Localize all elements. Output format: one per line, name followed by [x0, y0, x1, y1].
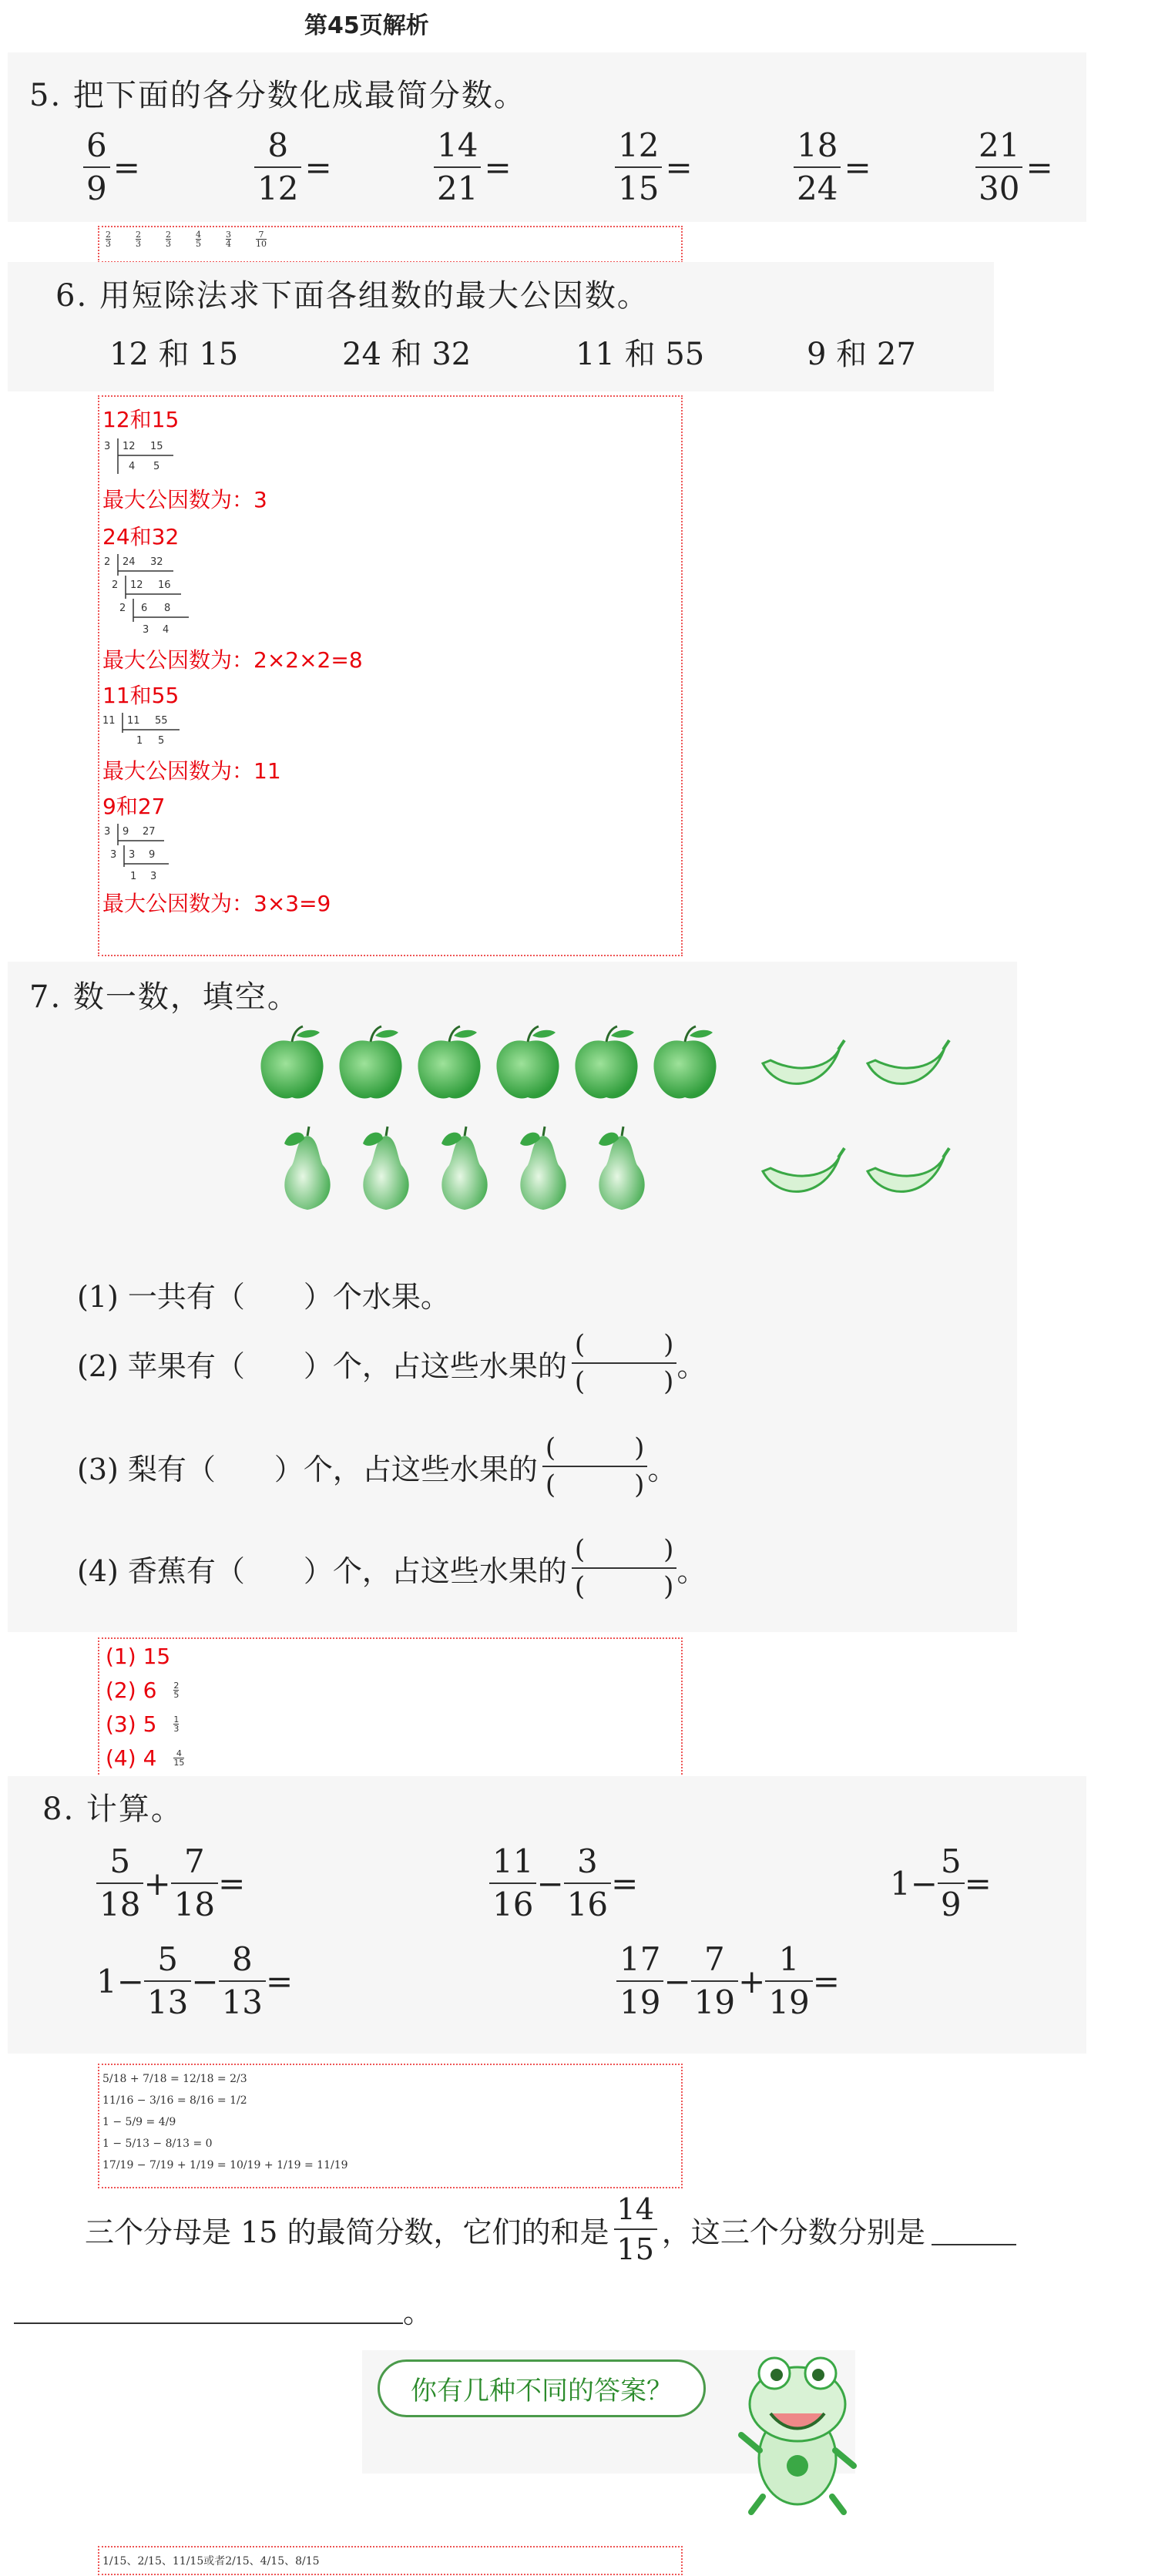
svg-text:5: 5 — [158, 735, 165, 747]
svg-text:3: 3 — [104, 441, 111, 452]
q9-blank-1[interactable] — [932, 2213, 1016, 2245]
pear-icon — [363, 1127, 409, 1210]
svg-text:4: 4 — [163, 624, 170, 636]
q9-line-2: 。 — [14, 2289, 432, 2331]
q6-division-g1 — [102, 435, 195, 483]
q8-answer-1: 5/18 + 7/18 = 12/18 = 2/3 — [102, 2073, 247, 2085]
q7-answer-box — [98, 1637, 683, 1778]
q5-answer-2: 2 3 — [136, 230, 141, 249]
q6-answer-box — [98, 395, 683, 956]
q5-answer-1: 2 3 — [106, 230, 111, 249]
q6-group-4: 9 和 27 — [807, 337, 916, 372]
q8-answer-2: 11/16 − 3/16 = 8/16 = 1/2 — [102, 2094, 247, 2107]
svg-text:2: 2 — [112, 579, 119, 591]
q5-answer-3: 2 3 — [166, 230, 171, 249]
q5-answer-5: 3 4 — [226, 230, 231, 249]
apple-icon — [339, 1026, 401, 1099]
q9-question: 三个分母是 15 的最简分数，它们的和是 $\frac{14}{15}$ ，这三个分数分别是 — [85, 2195, 1016, 2264]
svg-text:12: 12 — [130, 579, 143, 591]
q6-answer-g3-result: 最大公因数为：11 — [102, 758, 281, 784]
q6-group-3: 11 和 55 — [576, 337, 705, 372]
q6-group-2: 24 和 32 — [342, 337, 472, 372]
pear-icon — [599, 1127, 645, 1210]
svg-text:5: 5 — [153, 461, 160, 472]
q6-groups — [109, 330, 972, 376]
q6-group-1: 12 和 15 — [109, 337, 239, 372]
q7-answer-4: (4) 4 4 15 — [106, 1745, 185, 1771]
banana-icon — [868, 1148, 949, 1191]
q5-fraction-2: $\frac{8}{12}$ = — [254, 129, 332, 205]
q9-answer-box — [98, 2546, 683, 2575]
q6-answer-g2-result: 最大公因数为：2×2×2=8 — [102, 647, 363, 673]
q5-heading: 5. 把下面的各分数化成最简分数。 — [29, 78, 526, 113]
frog-mascot-icon — [732, 2343, 863, 2520]
svg-text:2: 2 — [104, 556, 111, 568]
svg-text:3: 3 — [104, 826, 111, 838]
q9-speech-bubble: 你有几种不同的答案？ — [378, 2359, 706, 2417]
q5-fraction-1: $\frac{6}{9}$ = — [83, 129, 140, 205]
q8-answer-3: 1 − 5/9 = 4/9 — [102, 2116, 176, 2128]
q8-heading: 8. 计算。 — [42, 1792, 183, 1827]
q7-item-3: (3) 梨有（ ）个，占这些水果的 $\frac{( )}{( )}$ 。 — [77, 1432, 677, 1500]
svg-text:3: 3 — [150, 871, 157, 882]
apple-icon — [575, 1026, 637, 1099]
q7-item-2: (2) 苹果有（ ）个，占这些水果的 $\frac{( )}{( )}$ 。 — [77, 1329, 707, 1397]
q6-heading: 6. 用短除法求下面各组数的最大公因数。 — [55, 278, 650, 314]
q8-expr-1: $\frac{5}{18}$ + $\frac{7}{18}$ = — [96, 1846, 245, 1921]
q6-division-g4 — [102, 821, 195, 890]
q9-answer: 1/15、2/15、11/15或者2/15、4/15、8/15 — [102, 2555, 320, 2568]
q8-answer-4: 1 − 5/13 − 8/13 = 0 — [102, 2138, 213, 2150]
q5-fraction-6: $\frac{21}{30}$ = — [975, 129, 1053, 205]
apple-icon — [496, 1026, 559, 1099]
q5-fractions — [83, 126, 1085, 214]
q6-answer-g4-result: 最大公因数为：3×3=9 — [102, 891, 331, 916]
q7-answer-1: (1) 15 — [106, 1644, 171, 1669]
pears-row — [274, 1125, 705, 1217]
q5-answer-4: 4 5 — [196, 230, 201, 249]
svg-text:55: 55 — [155, 715, 168, 727]
pear-icon — [520, 1127, 566, 1210]
pear-icon — [441, 1127, 488, 1210]
svg-text:16: 16 — [158, 579, 171, 591]
page-title: 第45页解析 — [304, 12, 429, 39]
svg-text:1: 1 — [130, 871, 137, 882]
svg-text:15: 15 — [150, 441, 163, 452]
svg-text:3: 3 — [110, 849, 117, 861]
svg-text:1: 1 — [136, 735, 143, 747]
bananas-row-1 — [755, 1033, 955, 1102]
q7-item-4: (4) 香蕉有（ ）个，占这些水果的 $\frac{( )}{( )}$ 。 — [77, 1534, 707, 1602]
svg-text:11: 11 — [102, 715, 116, 727]
svg-text:3: 3 — [143, 624, 149, 636]
q8-expr-4: 1− $\frac{5}{13}$ − $\frac{8}{13}$ = — [96, 1940, 294, 2021]
svg-text:27: 27 — [143, 826, 156, 838]
q5-fraction-4: $\frac{12}{15}$ = — [615, 129, 693, 205]
bananas-row-2 — [755, 1140, 955, 1210]
apples-row — [258, 1025, 736, 1110]
svg-text:24: 24 — [123, 556, 136, 568]
q6-answer-g2-title: 24和32 — [102, 524, 180, 549]
banana-icon — [868, 1040, 949, 1083]
svg-text:4: 4 — [129, 461, 136, 472]
q5-answer-box — [98, 226, 683, 263]
svg-text:3: 3 — [129, 849, 136, 861]
q8-answer-5: 17/19 − 7/19 + 1/19 = 10/19 + 1/19 = 11/19 — [102, 2159, 348, 2171]
apple-icon — [653, 1026, 716, 1099]
q5-fraction-3: $\frac{14}{21}$ = — [434, 129, 512, 205]
svg-text:11: 11 — [127, 715, 140, 727]
svg-text:32: 32 — [150, 556, 163, 568]
q6-answer-g1-title: 12和15 — [102, 407, 180, 432]
q5-answer-6: 7 10 — [256, 230, 267, 249]
q6-answer-g3-title: 11和55 — [102, 683, 180, 708]
q7-item-1: (1) 一共有（ ）个水果。 — [77, 1280, 450, 1314]
svg-text:2: 2 — [119, 603, 126, 614]
svg-text:12: 12 — [123, 441, 136, 452]
banana-icon — [763, 1040, 844, 1083]
pear-icon — [284, 1127, 331, 1210]
apple-icon — [418, 1026, 480, 1099]
q7-answer-2: (2) 6 2 5 — [106, 1678, 180, 1703]
q6-division-g3 — [102, 710, 195, 754]
svg-text:9: 9 — [149, 849, 156, 861]
q8-expr-5: $\frac{17}{19}$ − $\frac{7}{19}$ + $\frac{1}{19}$ = — [616, 1943, 840, 2019]
q7-answer-3: (3) 5 1 3 — [106, 1711, 180, 1737]
q6-answer-g4-title: 9和27 — [102, 794, 166, 819]
svg-text:8: 8 — [164, 603, 171, 614]
svg-text:9: 9 — [123, 826, 129, 838]
q5-fraction-5: $\frac{18}{24}$ = — [794, 129, 871, 205]
q7-heading: 7. 数一数，填空。 — [29, 979, 300, 1015]
q8-expr-2: $\frac{11}{16}$ − $\frac{3}{16}$ = — [489, 1846, 638, 1921]
apple-icon — [260, 1026, 323, 1099]
q9-blank-2[interactable] — [14, 2296, 403, 2324]
q8-expr-3: 1− $\frac{5}{9}$ = — [890, 1842, 992, 1923]
q6-division-g2 — [102, 551, 195, 642]
q6-answer-g1-result: 最大公因数为：3 — [102, 487, 267, 512]
banana-icon — [763, 1148, 844, 1191]
q8-answer-box — [98, 2064, 683, 2188]
svg-text:6: 6 — [141, 603, 148, 614]
